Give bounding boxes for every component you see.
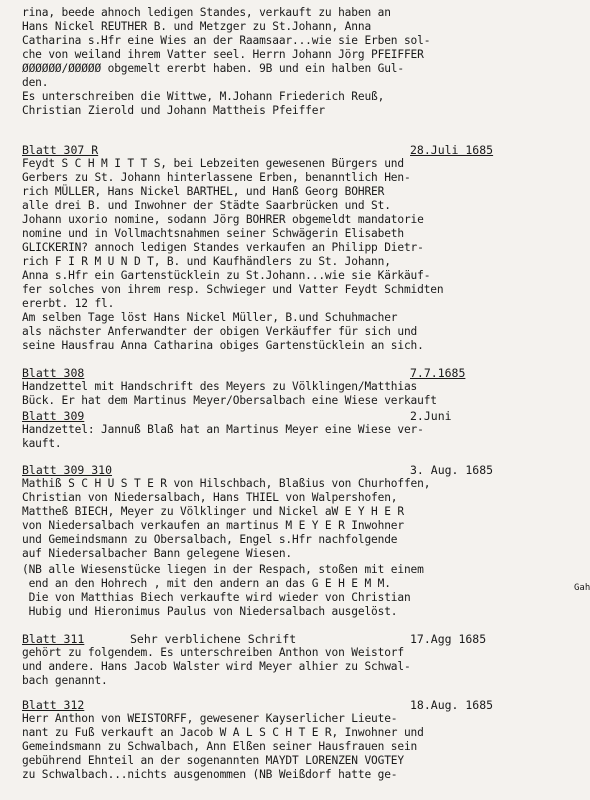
text-line: Mattheß BIECH, Meyer zu Völklinger und Nickel aW E Y H E R [22, 505, 404, 518]
text-line: kauft. [22, 437, 62, 450]
text-line: GLICKERIN? annoch ledigen Standes verkaufen an Philipp Dietr- [22, 241, 424, 254]
text-line: end an den Hohrech , mit den andern an das G E H E M M. [22, 577, 391, 590]
entry-label: Blatt 309 310 [22, 463, 113, 477]
text-line: ererbt. 12 fl. [22, 297, 115, 310]
text-line: Feydt S C H M I T T S, bei Lebzeiten gewesenen Bürgers und [22, 157, 404, 170]
text-line: Handzettel: Jannuß Blaß hat an Martinus Meyer eine Wiese ver- [22, 423, 424, 436]
text-line: Am selben Tage löst Hans Nickel Müller, B.und Schuhmacher [22, 311, 398, 324]
text-line: Catharina s.Hfr eine Wies an der Raamsaar...wie sie Erben sol- [22, 34, 431, 47]
text-line: Hans Nickel REUTHER B. und Metzger zu St.Johann, Anna [22, 20, 372, 33]
text-line: Hubig und Hieronimus Paulus von Niedersalbach ausgelöst. [22, 605, 398, 618]
text-line: und andere. Hans Jacob Walster wird Meyer alhier zu Schwal- [22, 660, 411, 673]
entry-label: Blatt 309 [22, 409, 85, 423]
text-line: Christian Zierold und Johann Mattheis Pfeiffer [22, 104, 325, 117]
entry-date: 2.Juni [410, 409, 452, 423]
text-line: rina, beede ahnoch ledigen Standes, verkauft zu haben an [22, 6, 391, 19]
entry-label: Blatt 307 R [22, 143, 99, 157]
entry-date: 3. Aug. 1685 [410, 463, 494, 477]
margin-note: Gah [574, 583, 590, 593]
entry-label: Blatt 311 [22, 632, 85, 646]
text-line: von Niedersalbach verkaufen an martinus M E Y E R Inwohner [22, 519, 404, 532]
entry-label: Blatt 308 [22, 366, 85, 380]
text-line: Bück. Er hat dem Martinus Meyer/Obersalbach eine Wiese verkauft [22, 394, 437, 407]
entry-date: 18.Aug. 1685 [410, 698, 494, 712]
text-line: auf Niedersalbacher Bann gelegene Wiesen. [22, 547, 293, 560]
text-line: Die von Matthias Biech verkaufte wird wieder von Christian [22, 591, 411, 604]
text-line: Mathiß S C H U S T E R von Hilschbach, Blaßius von Churhoffen, [22, 477, 431, 490]
entry-date: 17.Agg 1685 [410, 632, 487, 646]
text-line: nomine und in Vollmachtsnahmen seiner Schwägerin Elisabeth [22, 227, 404, 240]
text-line: seine Hausfrau Anna Catharina obiges Gartenstücklein an sich. [22, 339, 424, 352]
text-line: rich F I R M U N D T, B. und Kaufhändlers zu St. Johann, [22, 255, 391, 268]
text-line: als nächster Anferwandter der obigen Verkäuffer für sich und [22, 325, 418, 338]
entry-date: 28.Juli 1685 [410, 143, 494, 157]
text-line: Es unterschreiben die Wittwe, M.Johann Friederich Reuß, [22, 90, 385, 103]
text-line: Gerbers zu St. Johann hinterlassene Erben, benanntlich Hen- [22, 171, 411, 184]
text-line: che von weiland ihrem Vatter seel. Herrn Johann Jörg PFEIFFER [22, 48, 424, 61]
text-line: Anna s.Hfr ein Gartenstücklein zu St.Johann...wie sie Kärkäuf- [22, 269, 431, 282]
text-line: den. [22, 76, 49, 89]
text-line: rich MÜLLER, Hans Nickel BARTHEL, und Hanß Georg BOHRER [22, 185, 385, 198]
text-line: gebührend Ehnteil an der sogenannten MAYDT LORENZEN VOGTEY [22, 754, 404, 767]
text-line: gehört zu folgendem. Es unterschreiben Anthon von Weistorf [22, 646, 404, 659]
text-line: Herr Anthon von WEISTORFF, gewesener Kayserlicher Lieute- [22, 712, 398, 725]
text-line: zu Schwalbach...nichts ausgenommen (NB Weißdorf hatte ge- [22, 768, 398, 781]
text-line: alle drei B. und Inwohner der Städte Saarbrücken und St. [22, 199, 391, 212]
text-line: Christian von Niedersalbach, Hans THIEL von Walpershofen, [22, 491, 398, 504]
text-line: und Gemeindsmann zu Obersalbach, Engel s.Hfr nachfolgende [22, 533, 398, 546]
text-line: Johann uxorio nomine, sodann Jörg BOHRER obgemeldt mandatorie [22, 213, 424, 226]
text-line: (NB alle Wiesenstücke liegen in der Respach, stoßen mit einem [22, 563, 424, 576]
entry-label-suffix: Sehr verblichene Schrift [130, 632, 297, 646]
text-line: Gemeindsmann zu Schwalbach, Ann Elßen seiner Hausfrauen sein [22, 740, 418, 753]
entry-label: Blatt 312 [22, 698, 85, 712]
text-line: bach genannt. [22, 674, 108, 687]
text-line: nant zu Fuß verkauft an Jacob W A L S C H T E R, Inwohner und [22, 726, 424, 739]
entry-date: 7.7.1685 [410, 366, 466, 380]
text-line: ØØØØØØ/ØØØØØ obgemelt ererbt haben. 9B und ein halben Gul- [22, 62, 404, 75]
text-line: Handzettel mit Handschrift des Meyers zu Völklingen/Matthias [22, 380, 418, 393]
text-line: fer solches von ihrem resp. Schwieger und Vatter Feydt Schmidten [22, 283, 444, 296]
